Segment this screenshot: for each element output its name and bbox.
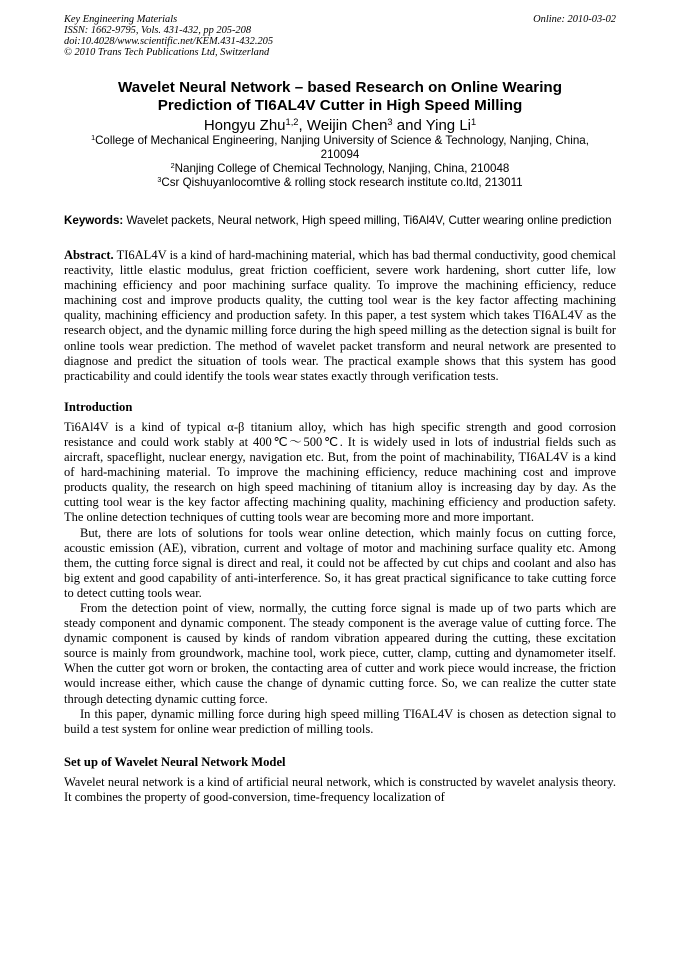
model-section-heading: Set up of Wavelet Neural Network Model	[64, 754, 286, 769]
author-separator-1: ,	[298, 117, 307, 134]
model-section-paragraph-1: Wavelet neural network is a kind of artificial neural network, which is constructed by wavelet analysis theory. It combines the property of good-conversion, time-frequency localization of	[64, 774, 616, 804]
author-1-name: Hongyu Zhu	[203, 117, 286, 134]
copyright-line: © 2010 Trans Tech Publications Ltd, Switzerland	[64, 47, 270, 58]
introduction-heading: Introduction	[64, 399, 133, 414]
author-list	[64, 117, 616, 134]
affiliation-3-mark: 3	[157, 175, 162, 185]
affiliation-3-text: Csr Qishuyanlocomtive & rolling stock research institute co.ltd, 213011	[161, 176, 523, 189]
title-line-1: Wavelet Neural Network – based Research on Online Wearing	[118, 79, 562, 96]
keywords	[64, 213, 616, 228]
abstract-label: Abstract.	[64, 248, 114, 262]
affiliation-1-postcode: 210094	[320, 148, 360, 161]
author-3-name: Ying Li	[425, 117, 471, 134]
author-2-name: Weijin Chen	[306, 117, 388, 134]
affiliation-2-text: Nanjing College of Chemical Technology, Nanjing, China, 210048	[174, 162, 510, 175]
introduction-section	[64, 420, 616, 737]
introduction-paragraph-4: In this paper, dynamic milling force during high speed milling TI6AL4V is chosen as detection signal to build a test system for online wear prediction of milling tools.	[64, 706, 616, 736]
keywords-text: Wavelet packets, Neural network, High speed milling, Ti6Al4V, Cutter wearing online prediction	[123, 214, 612, 227]
affiliations	[64, 134, 616, 190]
paper-page	[64, 14, 616, 805]
journal-header	[64, 14, 616, 58]
introduction-paragraph-2: But, there are lots of solutions for tools wear online detection, which mainly focus on cutting force, acoustic emission (AE), vibration, current and voltage of motor and machining surface quality etc. Among them, the cutting force signal is direct and real, it could not be affected by cut chips and coolant and also has big extent and good capability of anti-interference. So, it has great practical significance to take cutting force to detect cutting tools wear.	[64, 525, 616, 600]
doi-line: doi:10.4028/www.scientific.net/KEM.431-432.205	[64, 36, 274, 47]
paper-title	[64, 79, 616, 115]
introduction-paragraph-3: From the detection point of view, normally, the cutting force signal is made up of two parts which are steady component and dynamic component. The steady component is the average value of cutting force. The dynamic component is caused by kinds of random vibration appeared during the cutting, these excitation source is mainly from groundwork, machine tool, work piece, cutter, clamp, cutting and dynamometer itself. When the cutter got worn or broken, the contacting area of cutter and work piece would increase, the friction would increase either, which cause the change of dynamic cutting force. So, we can realize the cutter state through detecting dynamic cutting force.	[64, 600, 616, 706]
author-3-affil-mark: 1	[471, 116, 477, 127]
keywords-label: Keywords:	[64, 214, 124, 227]
abstract-text: TI6AL4V is a kind of hard-machining material, which has bad thermal conductivity, good chemical reactivity, little elastic modulus, great friction coefficient, severe work hardening, short cutter life, low machining efficiency and poor machining surface quality. To improve the machining efficiency, reduce machining cost and improve products quality, the cutting tool wear is the key factor affecting machining quality, machining efficiency and production safety. In this paper, a test system which takes TI6AL4V as the research object, and the dynamic milling force during the high speed milling as the detection signal is built for online tools wear prediction. The method of wavelet packet transform and neural network are presented to diagnose and predict the situation of tools wear. The practical example shows that this system has good practicability and could identify the tools wear states exactly through verification tests.	[64, 248, 616, 383]
journal-name: Key Engineering Materials	[64, 14, 178, 25]
model-section	[64, 775, 616, 805]
affiliation-2-mark: 2	[170, 161, 175, 171]
affiliation-2	[64, 162, 616, 176]
issn-line: ISSN: 1662-9795, Vols. 431-432, pp 205-208	[64, 25, 252, 36]
abstract	[64, 248, 616, 384]
affiliation-1-text: College of Mechanical Engineering, Nanjing University of Science & Technology, Nanjing, China,	[95, 134, 589, 147]
author-1-affil-mark: 1,2	[285, 116, 299, 127]
affiliation-1	[64, 134, 616, 148]
author-2-affil-mark: 3	[387, 116, 393, 127]
online-date: Online: 2010-03-02	[533, 14, 616, 25]
introduction-paragraph-1: Ti6Al4V is a kind of typical α-β titanium alloy, which has high specific strength and good corrosion resistance and could work stably at 400℃～500℃. It is widely used in lots of industrial fields such as aircraft, spaceflight, nuclear energy, navigation etc. But, from the point of machinability, TI6AL4V is a kind of hard-machining material. To improve the machining efficiency, reduce machining cost and improve products quality, the research on high speed machining of titanium alloy is increasing day by day. As the cutting tool wear is the key factor affecting machining quality, machining efficiency and production safety. The online detection techniques of cutting tools wear are becoming more and more important.	[64, 419, 616, 525]
author-separator-2: and	[392, 117, 426, 134]
affiliation-3	[64, 176, 616, 190]
title-line-2: Prediction of TI6AL4V Cutter in High Speed Milling	[157, 97, 523, 114]
affiliation-1-mark: 1	[91, 133, 96, 143]
journal-header-row	[64, 14, 616, 25]
